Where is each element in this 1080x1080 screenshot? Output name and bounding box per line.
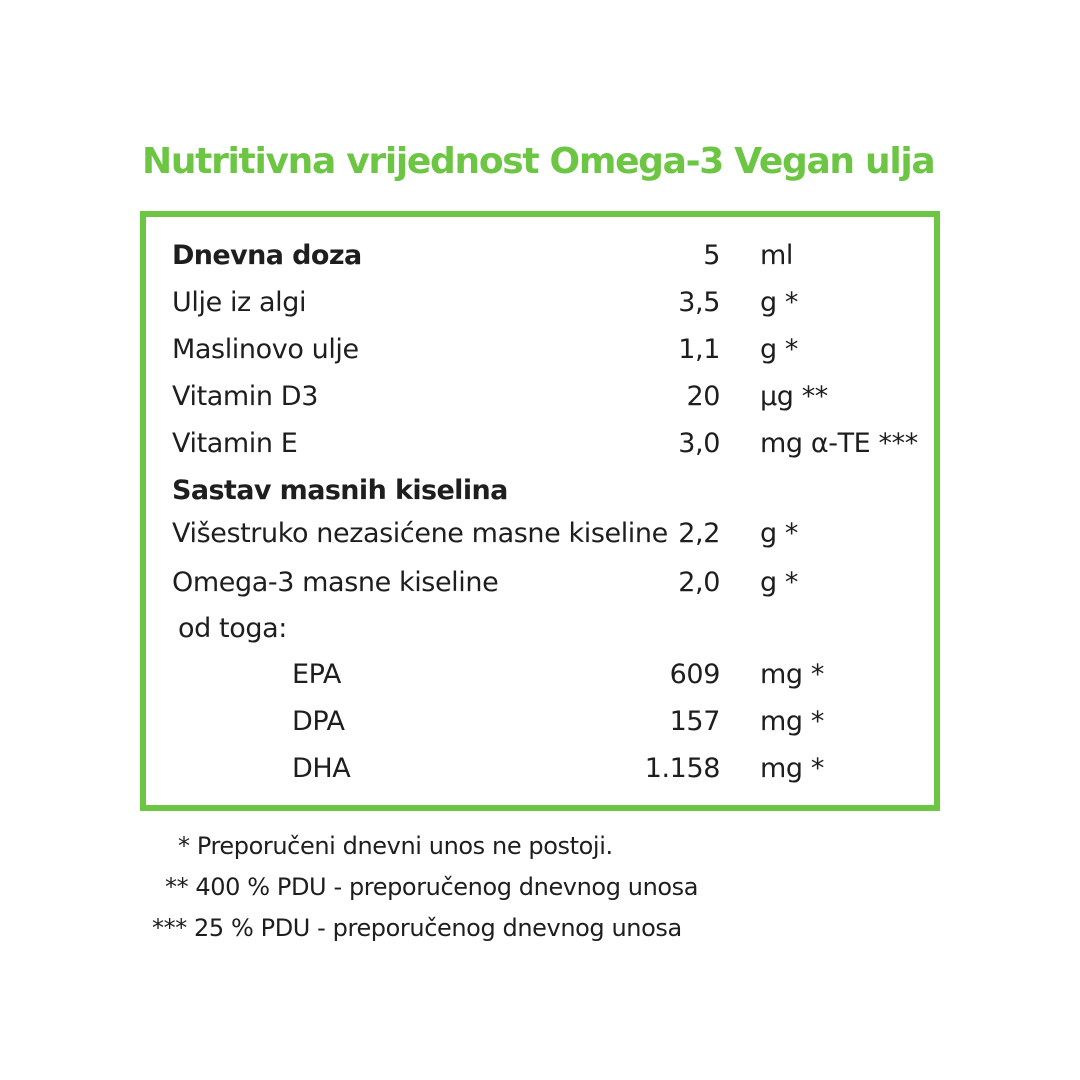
row-label: EPA (292, 659, 341, 690)
page-title: Nutritivna vrijednost Omega-3 Vegan ulja (142, 141, 935, 182)
table-row (146, 606, 934, 652)
row-value: 3,0 (678, 428, 720, 459)
row-value: 1,1 (678, 334, 720, 365)
table-row (146, 233, 934, 279)
row-label: Vitamin E (172, 428, 298, 459)
table-row (146, 511, 934, 557)
table-row (146, 421, 934, 467)
row-value: 157 (669, 706, 720, 737)
row-value: 1.158 (644, 753, 720, 784)
row-value: 2,2 (678, 518, 720, 549)
table-row (146, 280, 934, 326)
row-value: 609 (669, 659, 720, 690)
table-row (146, 746, 934, 792)
row-label: DPA (292, 706, 345, 737)
row-label: DHA (292, 753, 351, 784)
row-label: Višestruko nezasićene masne kiseline (172, 518, 668, 549)
row-unit: g * (760, 287, 799, 318)
row-unit: g * (760, 567, 799, 598)
row-unit: µg ** (760, 381, 828, 412)
row-label: Dnevna doza (172, 240, 362, 271)
row-label: Vitamin D3 (172, 381, 318, 412)
row-unit: mg * (760, 659, 824, 690)
row-label: Omega-3 masne kiseline (172, 567, 499, 598)
nutrition-table (140, 211, 940, 811)
row-label: od toga: (178, 613, 287, 644)
table-row (146, 652, 934, 698)
table-row (146, 374, 934, 420)
row-unit: mg * (760, 706, 824, 737)
row-unit: mg α-TE *** (760, 428, 918, 459)
row-unit: g * (760, 518, 799, 549)
section-header-row (146, 468, 934, 514)
row-value: 2,0 (678, 567, 720, 598)
row-unit: ml (760, 240, 794, 271)
table-row (146, 560, 934, 606)
row-value: 3,5 (678, 287, 720, 318)
row-value: 5 (703, 240, 720, 271)
footnote: *** 25 % PDU - preporučenog dnevnog unosa (152, 914, 682, 942)
table-row (146, 699, 934, 745)
row-value: 20 (686, 381, 720, 412)
row-label: Maslinovo ulje (172, 334, 359, 365)
footnote: ** 400 % PDU - preporučenog dnevnog unosa (165, 873, 699, 901)
row-unit: mg * (760, 753, 824, 784)
footnote: * Preporučeni dnevni unos ne postoji. (178, 832, 613, 860)
row-label: Ulje iz algi (172, 287, 307, 318)
table-row (146, 327, 934, 373)
section-heading: Sastav masnih kiselina (172, 475, 508, 506)
row-unit: g * (760, 334, 799, 365)
